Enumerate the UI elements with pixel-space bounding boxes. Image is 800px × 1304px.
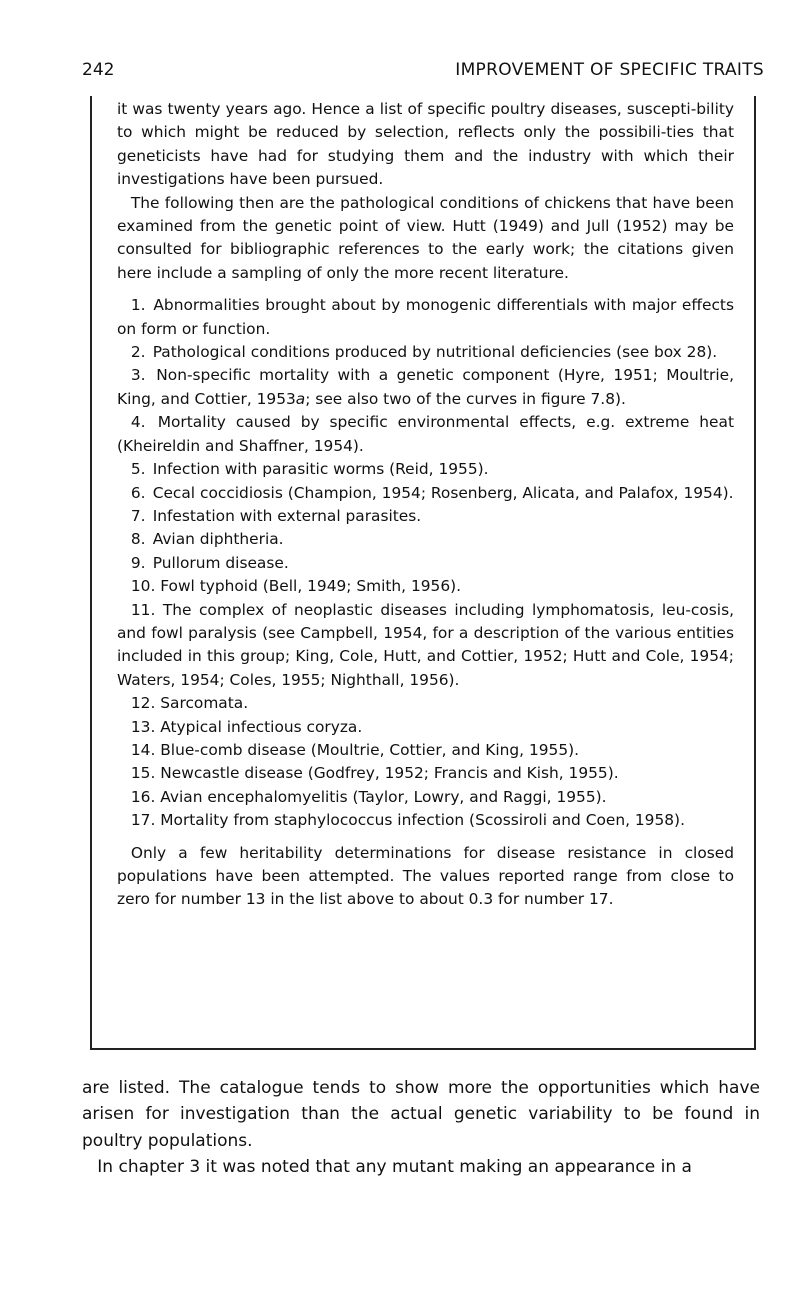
list-item-15: 15. Newcastle disease (Godfrey, 1952; Francis and Kish, 1955).: [130, 764, 619, 783]
list-item-8: 8. Avian diphtheria.: [130, 530, 284, 549]
list-item-2: 2. Pathological conditions produced by nutritional deficiencies (see box 28).: [130, 343, 718, 362]
box-content: [117, 98, 734, 912]
list-item-10: 10. Fowl typhoid (Bell, 1949; Smith, 1956).: [130, 577, 462, 596]
sidebar-box: [90, 96, 756, 1050]
list-item-14: 14. Blue-comb disease (Moultrie, Cottier, and King, 1955).: [130, 740, 580, 759]
body-paragraph-2: In chapter 3 it was noted that any mutant making an appearance in a: [97, 1157, 692, 1178]
list-item-12: 12. Sarcomata.: [130, 694, 249, 713]
main-text: [82, 1075, 760, 1181]
disease-list: [117, 294, 734, 832]
running-title: IMPROVEMENT OF SPECIFIC TRAITS: [455, 60, 764, 80]
list-item-3: 3. Non-specific mortality with a genetic component (Hyre, 1951; Moultrie, King, and Cottier, 1953a; see also two of the curves in figure 7.8).: [117, 366, 734, 408]
list-item-7: 7. Infestation with external parasites.: [130, 506, 422, 525]
list-item-11: 11. The complex of neoplastic diseases including lymphomatosis, leu-cosis, and fowl paralysis (see Campbell, 1954, for a description of the various entities included in this group; King, Cole, Hutt, and Cottier, 1952; Hutt and Cole, 1954; Waters, 1954; Coles, 1955; Nighthall, 1956).: [117, 600, 734, 689]
list-item-13: 13. Atypical infectious coryza.: [130, 717, 363, 736]
box-closing-paragraph: Only a few heritability determinations for disease resistance in closed populations have been attempted. The values reported range from close to zero for number 13 in the list above to about 0.3 for number 17.: [117, 843, 734, 909]
list-item-16: 16. Avian encephalomyelitis (Taylor, Lowry, and Raggi, 1955).: [130, 787, 607, 806]
list-item-1: 1. Abnormalities brought about by monogenic differentials with major effects on form or function.: [117, 296, 734, 338]
list-item-9: 9. Pullorum disease.: [130, 553, 289, 572]
list-item-17: 17. Mortality from staphylococcus infection (Scossiroli and Coen, 1958).: [130, 811, 685, 830]
list-item-4: 4. Mortality caused by specific environmental effects, e.g. extreme heat (Kheireldin and Shaffner, 1954).: [117, 413, 734, 455]
running-head: [82, 58, 764, 82]
box-second-paragraph: The following then are the pathological conditions of chickens that have been examined from the genetic point of view. Hutt (1949) and Jull (1952) may be consulted for bibliographic references to the early work; the citations given here include a sampling of only the more recent literature.: [117, 193, 734, 282]
list-item-6: 6. Cecal coccidiosis (Champion, 1954; Rosenberg, Alicata, and Palafox, 1954).: [130, 483, 734, 502]
list-item-5: 5. Infection with parasitic worms (Reid, 1955).: [130, 460, 489, 479]
page-number: 242: [82, 60, 115, 80]
body-paragraph-1: are listed. The catalogue tends to show more the opportunities which have arisen for investigation than the actual genetic variability to be found in poultry populations.: [82, 1078, 760, 1151]
box-intro-paragraph: it was twenty years ago. Hence a list of specific poultry diseases, suscepti-bility to which might be reduced by selection, reflects only the possibili-ties that geneticists have had for studying them and the industry with which their investigations have been pursued.: [117, 100, 734, 189]
